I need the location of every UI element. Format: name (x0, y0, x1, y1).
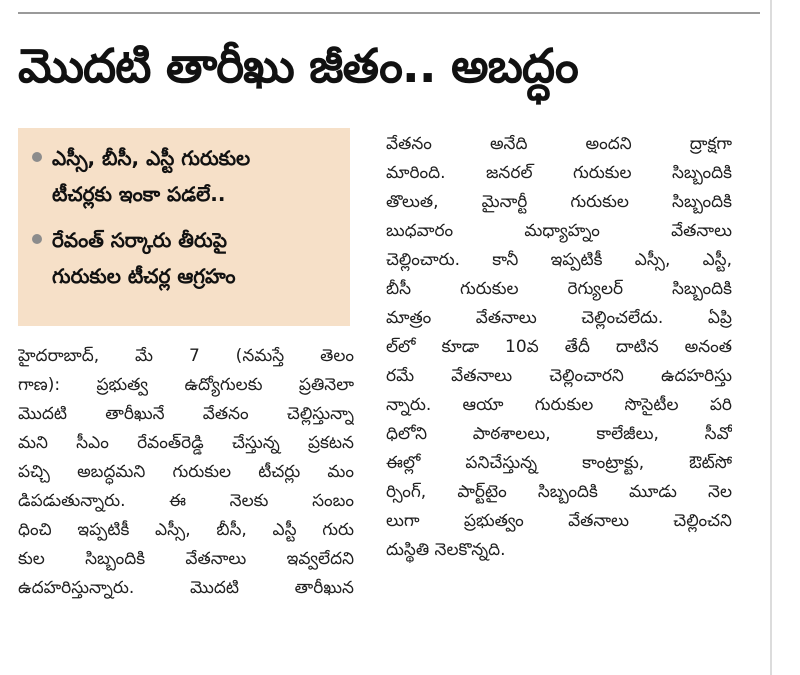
body-line: గాణ): ప్రభుత్వ ఉద్యోగులకు ప్రతినెలా (18, 375, 354, 395)
body-line: న్నారు. ఆయా గురుకుల సొసైటీల పరి (386, 395, 732, 415)
page-edge-divider (770, 0, 772, 675)
article-headline: మొదటి తారీఖు జీతం.. అబద్ధం (18, 39, 578, 94)
body-line: మారింది. జనరల్ గురుకుల సిబ్బందికి (386, 163, 732, 183)
highlight-line: టీచర్లకు ఇంకా పడలే.. (52, 182, 226, 206)
bullet-icon (32, 152, 42, 162)
highlight-line: రేవంత్ సర్కారు తీరుపై (52, 228, 227, 252)
body-line: ల్‌లో కూడా 10వ తేదీ దాటిన అనంత (386, 337, 732, 357)
body-line: ధించి ఇప్పటికీ ఎస్సీ, బీసీ, ఎస్టీ గురు (18, 520, 354, 540)
body-line: మొదటి తారీఖునే వేతనం చెల్లిస్తున్నా (18, 404, 354, 424)
body-line: బీసీ గురుకుల రెగ్యులర్ సిబ్బందికి (386, 279, 732, 299)
body-column-right (386, 130, 732, 565)
highlight-line: గురుకుల టీచర్ల ఆగ్రహం (52, 264, 236, 288)
body-line: ఉదహరిస్తున్నారు. మొదటి తారీఖున (18, 578, 354, 598)
body-line: వేతనం అనేది అందని ద్రాక్షగా (386, 134, 732, 154)
body-line: ధిలోని పాఠశాలలు, కాలేజీలు, సీవో (386, 424, 732, 444)
highlight-item-2 (30, 222, 340, 294)
body-line: లుగా ప్రభుత్వం వేతనాలు చెల్లించని (386, 511, 732, 531)
body-line: కుల సిబ్బందికి వేతనాలు ఇవ్వలేదని (18, 549, 354, 569)
body-line: మని సీఎం రేవంత్‌రెడ్డి చేస్తున్న ప్రకటన (18, 433, 354, 453)
highlights-box (18, 128, 350, 326)
body-column-left (18, 342, 354, 603)
body-line: చెల్లించారు. కానీ ఇప్పటికీ ఎస్సీ, ఎస్టీ, (386, 250, 732, 270)
top-rule (18, 12, 760, 14)
highlight-item-1 (30, 140, 340, 212)
body-line: మాత్రం వేతనాలు చెల్లించలేదు. ఏప్రి (386, 308, 732, 328)
body-line: దుస్థితి నెలకొన్నది. (386, 540, 506, 560)
body-line: డిపడుతున్నారు. ఈ నెలకు సంబం (18, 491, 354, 511)
body-line: ర్సింగ్, పార్ట్‌టైం సిబ్బందికి మూడు నెల (386, 482, 732, 502)
body-line: ఈల్లో పనిచేస్తున్న కాంట్రాక్టు, ఔట్‌సో (386, 453, 732, 473)
body-line: హైదరాబాద్, మే 7 (నమస్తే తెలం (18, 346, 354, 366)
body-line: తొలుత, మైనార్టీ గురుకుల సిబ్బందికి (386, 192, 732, 212)
bullet-icon (32, 234, 42, 244)
body-line: పచ్చి అబద్ధమని గురుకుల టీచర్లు మం (18, 462, 354, 482)
body-line: రమే వేతనాలు చెల్లించారని ఉదహరిస్తు (386, 366, 732, 386)
body-line: బుధవారం మధ్యాహ్నం వేతనాలు (386, 221, 732, 241)
highlight-line: ఎస్సీ, బీసీ, ఎస్టీ గురుకుల (52, 146, 251, 170)
